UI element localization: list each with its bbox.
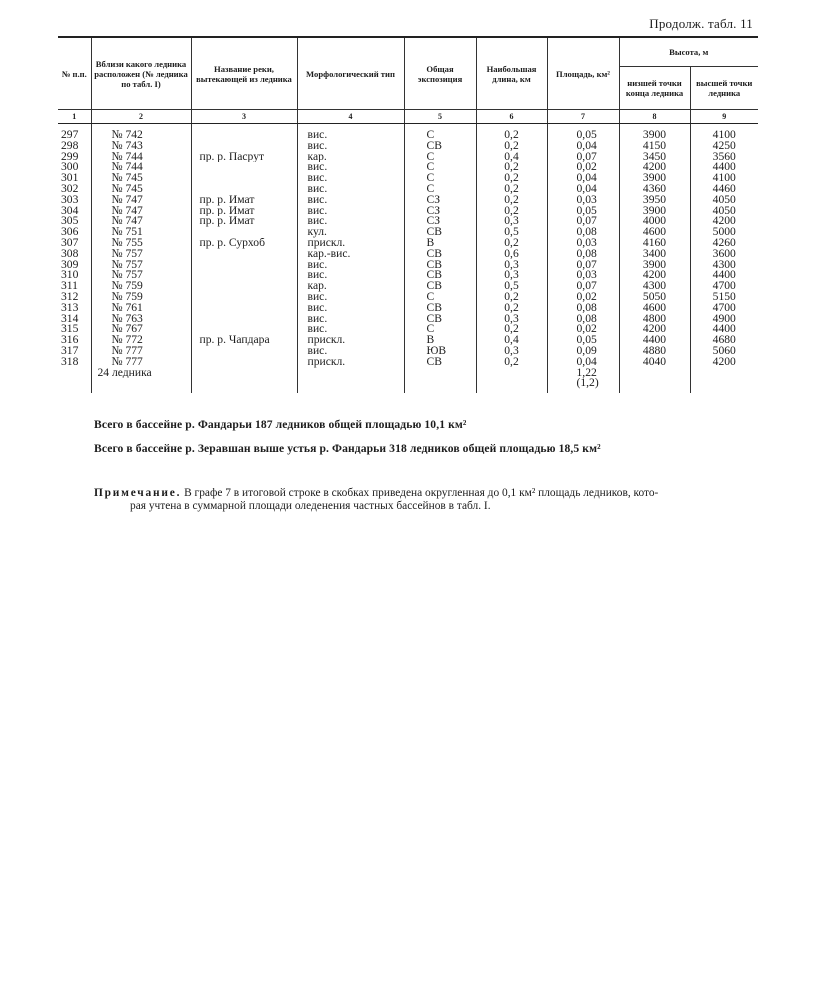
cell-row-number: 308 xyxy=(58,249,91,260)
footnote-label: Примечание. xyxy=(94,487,182,499)
empty-cell xyxy=(58,378,91,393)
cell-low-point: 3400 xyxy=(619,249,690,260)
cell-area: 0,05 xyxy=(547,206,619,217)
empty-cell xyxy=(690,368,758,379)
cell-exposition: С xyxy=(404,173,476,184)
cell-low-point: 4800 xyxy=(619,314,690,325)
empty-cell xyxy=(297,378,404,393)
cell-exposition: С xyxy=(404,324,476,335)
cell-near-glacier: № 759 xyxy=(91,281,191,292)
cell-area: 0,08 xyxy=(547,249,619,260)
table-row xyxy=(58,206,758,217)
cell-low-point: 5050 xyxy=(619,292,690,303)
cell-morph-type: кул. xyxy=(297,227,404,238)
header-height-group: Высота, м xyxy=(619,37,758,67)
header-area: Площадь, км² xyxy=(547,37,619,110)
cell-exposition: С xyxy=(404,292,476,303)
cell-near-glacier: № 744 xyxy=(91,152,191,163)
cell-exposition: СЗ xyxy=(404,195,476,206)
column-number: 4 xyxy=(297,110,404,124)
cell-low-point: 4040 xyxy=(619,357,690,368)
table-row xyxy=(58,141,758,152)
cell-exposition: В xyxy=(404,335,476,346)
cell-area: 0,08 xyxy=(547,227,619,238)
cell-area: 0,04 xyxy=(547,184,619,195)
cell-exposition: В xyxy=(404,238,476,249)
cell-max-length: 0,5 xyxy=(476,281,547,292)
column-number: 8 xyxy=(619,110,690,124)
cell-morph-type: вис. xyxy=(297,184,404,195)
table-row xyxy=(58,249,758,260)
glacier-table-wrap xyxy=(58,36,758,393)
cell-exposition: СВ xyxy=(404,357,476,368)
cell-exposition: С xyxy=(404,184,476,195)
cell-row-number: 300 xyxy=(58,162,91,173)
cell-morph-type: вис. xyxy=(297,141,404,152)
cell-high-point: 3600 xyxy=(690,249,758,260)
cell-morph-type: вис. xyxy=(297,124,404,141)
column-number: 7 xyxy=(547,110,619,124)
cell-low-point: 3900 xyxy=(619,124,690,141)
table-row xyxy=(58,195,758,206)
cell-row-number: 314 xyxy=(58,314,91,325)
cell-morph-type: вис. xyxy=(297,216,404,227)
cell-max-length: 0,2 xyxy=(476,206,547,217)
empty-cell xyxy=(476,378,547,393)
cell-near-glacier: № 777 xyxy=(91,357,191,368)
cell-high-point: 4460 xyxy=(690,184,758,195)
cell-morph-type: прискл. xyxy=(297,357,404,368)
cell-river-name xyxy=(191,346,297,357)
cell-row-number: 313 xyxy=(58,303,91,314)
cell-low-point: 3450 xyxy=(619,152,690,163)
cell-low-point: 4400 xyxy=(619,335,690,346)
cell-morph-type: вис. xyxy=(297,206,404,217)
cell-area: 0,09 xyxy=(547,346,619,357)
table-row xyxy=(58,260,758,271)
cell-high-point: 4050 xyxy=(690,195,758,206)
cell-high-point: 4100 xyxy=(690,173,758,184)
cell-max-length: 0,2 xyxy=(476,141,547,152)
cell-area: 0,08 xyxy=(547,303,619,314)
cell-max-length: 0,4 xyxy=(476,335,547,346)
cell-morph-type: вис. xyxy=(297,173,404,184)
table-row xyxy=(58,152,758,163)
table-row xyxy=(58,314,758,325)
cell-river-name xyxy=(191,314,297,325)
summary-fandarya: Всего в бассейне р. Фандарьи 187 ледников общей площадью 10,1 км² xyxy=(94,418,467,431)
column-number-row xyxy=(58,110,758,124)
cell-high-point: 5060 xyxy=(690,346,758,357)
cell-row-number: 306 xyxy=(58,227,91,238)
cell-exposition: СЗ xyxy=(404,206,476,217)
cell-area: 0,07 xyxy=(547,260,619,271)
column-number: 5 xyxy=(404,110,476,124)
cell-high-point: 5000 xyxy=(690,227,758,238)
footnote xyxy=(94,487,754,513)
cell-near-glacier: № 761 xyxy=(91,303,191,314)
total-row xyxy=(58,368,758,379)
cell-high-point: 4050 xyxy=(690,206,758,217)
cell-morph-type: кар.-вис. xyxy=(297,249,404,260)
cell-max-length: 0,5 xyxy=(476,227,547,238)
cell-low-point: 3900 xyxy=(619,260,690,271)
cell-morph-type: вис. xyxy=(297,270,404,281)
cell-near-glacier: № 751 xyxy=(91,227,191,238)
cell-near-glacier: № 747 xyxy=(91,195,191,206)
cell-row-number: 318 xyxy=(58,357,91,368)
cell-max-length: 0,2 xyxy=(476,238,547,249)
cell-high-point: 4300 xyxy=(690,260,758,271)
column-number: 2 xyxy=(91,110,191,124)
empty-cell xyxy=(404,368,476,379)
cell-near-glacier: № 744 xyxy=(91,162,191,173)
cell-exposition: СЗ xyxy=(404,216,476,227)
cell-river-name xyxy=(191,260,297,271)
cell-area: 0,02 xyxy=(547,292,619,303)
cell-river-name xyxy=(191,124,297,141)
cell-river-name: пр. р. Имат xyxy=(191,195,297,206)
cell-area: 0,03 xyxy=(547,270,619,281)
cell-river-name: пр. р. Чапдара xyxy=(191,335,297,346)
cell-max-length: 0,4 xyxy=(476,152,547,163)
cell-morph-type: прискл. xyxy=(297,238,404,249)
header-morph-type: Морфологический тип xyxy=(297,37,404,110)
cell-near-glacier: № 757 xyxy=(91,260,191,271)
cell-exposition: СВ xyxy=(404,141,476,152)
table-row xyxy=(58,270,758,281)
cell-area: 0,03 xyxy=(547,238,619,249)
table-row xyxy=(58,238,758,249)
cell-area: 0,02 xyxy=(547,324,619,335)
cell-row-number: 317 xyxy=(58,346,91,357)
table-row xyxy=(58,227,758,238)
cell-high-point: 3560 xyxy=(690,152,758,163)
cell-low-point: 4200 xyxy=(619,162,690,173)
cell-max-length: 0,2 xyxy=(476,195,547,206)
cell-area: 0,07 xyxy=(547,281,619,292)
cell-high-point: 4400 xyxy=(690,162,758,173)
cell-area: 0,04 xyxy=(547,173,619,184)
cell-near-glacier: № 747 xyxy=(91,216,191,227)
cell-high-point: 4700 xyxy=(690,303,758,314)
cell-max-length: 0,6 xyxy=(476,249,547,260)
cell-area: 0,02 xyxy=(547,162,619,173)
cell-exposition: С xyxy=(404,152,476,163)
cell-low-point: 4000 xyxy=(619,216,690,227)
cell-high-point: 4100 xyxy=(690,124,758,141)
cell-area: 0,07 xyxy=(547,216,619,227)
cell-low-point: 4360 xyxy=(619,184,690,195)
cell-row-number: 301 xyxy=(58,173,91,184)
column-number: 9 xyxy=(690,110,758,124)
header-number: № п.п. xyxy=(58,37,91,110)
table-row xyxy=(58,303,758,314)
cell-river-name xyxy=(191,281,297,292)
cell-morph-type: вис. xyxy=(297,314,404,325)
cell-high-point: 4400 xyxy=(690,324,758,335)
empty-cell xyxy=(404,378,476,393)
cell-low-point: 3900 xyxy=(619,206,690,217)
total-row xyxy=(58,378,758,393)
cell-near-glacier: № 742 xyxy=(91,124,191,141)
cell-low-point: 3950 xyxy=(619,195,690,206)
cell-high-point: 4400 xyxy=(690,270,758,281)
column-number: 1 xyxy=(58,110,91,124)
cell-row-number: 311 xyxy=(58,281,91,292)
cell-morph-type: вис. xyxy=(297,292,404,303)
cell-exposition: С xyxy=(404,124,476,141)
cell-river-name xyxy=(191,227,297,238)
cell-row-number: 310 xyxy=(58,270,91,281)
cell-max-length: 0,2 xyxy=(476,173,547,184)
cell-river-name xyxy=(191,303,297,314)
table-row xyxy=(58,216,758,227)
cell-near-glacier: № 743 xyxy=(91,141,191,152)
cell-area: 0,05 xyxy=(547,124,619,141)
cell-low-point: 4200 xyxy=(619,270,690,281)
table-caption: Продолж. табл. 11 xyxy=(649,16,753,31)
table-row xyxy=(58,162,758,173)
table-row xyxy=(58,357,758,368)
empty-cell xyxy=(619,378,690,393)
header-river-name: Название реки, вытекающей из ледника xyxy=(191,37,297,110)
cell-low-point: 4600 xyxy=(619,303,690,314)
cell-near-glacier: № 745 xyxy=(91,173,191,184)
table-body xyxy=(58,124,758,394)
cell-row-number: 299 xyxy=(58,152,91,163)
cell-row-number: 309 xyxy=(58,260,91,271)
cell-near-glacier: № 757 xyxy=(91,249,191,260)
cell-high-point: 5150 xyxy=(690,292,758,303)
cell-max-length: 0,2 xyxy=(476,292,547,303)
empty-cell xyxy=(58,368,91,379)
cell-max-length: 0,3 xyxy=(476,216,547,227)
cell-row-number: 298 xyxy=(58,141,91,152)
cell-river-name: пр. р. Имат xyxy=(191,206,297,217)
cell-river-name xyxy=(191,324,297,335)
cell-area: 0,07 xyxy=(547,152,619,163)
cell-exposition: СВ xyxy=(404,227,476,238)
cell-exposition: С xyxy=(404,162,476,173)
cell-morph-type: вис. xyxy=(297,346,404,357)
cell-max-length: 0,3 xyxy=(476,260,547,271)
cell-river-name xyxy=(191,270,297,281)
cell-near-glacier: № 747 xyxy=(91,206,191,217)
cell-near-glacier: № 755 xyxy=(91,238,191,249)
cell-morph-type: вис. xyxy=(297,324,404,335)
cell-morph-type: вис. xyxy=(297,260,404,271)
cell-morph-type: кар. xyxy=(297,281,404,292)
cell-river-name: пр. р. Имат xyxy=(191,216,297,227)
cell-low-point: 4300 xyxy=(619,281,690,292)
cell-max-length: 0,2 xyxy=(476,124,547,141)
summary-zeravshan: Всего в бассейне р. Зеравшан выше устья р. Фандарьи 318 ледников общей площадью 18,5 км² xyxy=(94,442,601,455)
empty-cell xyxy=(191,368,297,379)
cell-max-length: 0,2 xyxy=(476,303,547,314)
table-row xyxy=(58,346,758,357)
glacier-table xyxy=(58,36,758,393)
cell-near-glacier: № 745 xyxy=(91,184,191,195)
cell-max-length: 0,3 xyxy=(476,346,547,357)
header-exposition: Общая экспозиция xyxy=(404,37,476,110)
cell-river-name xyxy=(191,249,297,260)
cell-max-length: 0,2 xyxy=(476,184,547,195)
empty-cell xyxy=(690,378,758,393)
empty-cell xyxy=(476,368,547,379)
cell-near-glacier: № 757 xyxy=(91,270,191,281)
cell-max-length: 0,2 xyxy=(476,162,547,173)
cell-exposition: СВ xyxy=(404,260,476,271)
cell-river-name xyxy=(191,141,297,152)
cell-morph-type: кар. xyxy=(297,152,404,163)
cell-exposition: СВ xyxy=(404,249,476,260)
column-number: 6 xyxy=(476,110,547,124)
table-row xyxy=(58,184,758,195)
table-row xyxy=(58,292,758,303)
cell-exposition: СВ xyxy=(404,303,476,314)
header-near-glacier: Вблизи какого ледника расположен (№ ледника по табл. I) xyxy=(91,37,191,110)
footnote-line2: рая учтена в суммарной площади оледенения частных бассейнов в табл. I. xyxy=(130,500,491,512)
cell-area: 0,04 xyxy=(547,357,619,368)
cell-row-number: 315 xyxy=(58,324,91,335)
table-row xyxy=(58,324,758,335)
cell-high-point: 4680 xyxy=(690,335,758,346)
cell-river-name xyxy=(191,162,297,173)
cell-exposition: СВ xyxy=(404,270,476,281)
header-high-point: высшей точки ледника xyxy=(690,67,758,110)
cell-low-point: 4600 xyxy=(619,227,690,238)
cell-morph-type: прискл. xyxy=(297,335,404,346)
cell-row-number: 297 xyxy=(58,124,91,141)
cell-exposition: ЮВ xyxy=(404,346,476,357)
cell-low-point: 4200 xyxy=(619,324,690,335)
cell-area: 0,04 xyxy=(547,141,619,152)
cell-river-name xyxy=(191,292,297,303)
cell-near-glacier: № 772 xyxy=(91,335,191,346)
cell-exposition: СВ xyxy=(404,281,476,292)
cell-max-length: 0,2 xyxy=(476,357,547,368)
footnote-line1: В графе 7 в итоговой строке в скобках приведена округленная до 0,1 км² площадь ледников, кото- xyxy=(184,487,659,499)
cell-row-number: 303 xyxy=(58,195,91,206)
cell-river-name: пр. р. Пасрут xyxy=(191,152,297,163)
total-area: 1,22 xyxy=(547,368,619,379)
empty-cell xyxy=(619,368,690,379)
cell-row-number: 307 xyxy=(58,238,91,249)
cell-river-name xyxy=(191,173,297,184)
cell-low-point: 3900 xyxy=(619,173,690,184)
cell-near-glacier: № 767 xyxy=(91,324,191,335)
cell-near-glacier: № 759 xyxy=(91,292,191,303)
cell-river-name: пр. р. Сурхоб xyxy=(191,238,297,249)
header-max-length: Наибольшая длина, км xyxy=(476,37,547,110)
total-area: (1,2) xyxy=(547,378,619,393)
cell-row-number: 316 xyxy=(58,335,91,346)
cell-area: 0,05 xyxy=(547,335,619,346)
cell-high-point: 4200 xyxy=(690,216,758,227)
cell-high-point: 4200 xyxy=(690,357,758,368)
cell-exposition: СВ xyxy=(404,314,476,325)
cell-morph-type: вис. xyxy=(297,162,404,173)
cell-row-number: 304 xyxy=(58,206,91,217)
empty-cell xyxy=(91,378,191,393)
column-number: 3 xyxy=(191,110,297,124)
cell-row-number: 305 xyxy=(58,216,91,227)
cell-near-glacier: № 777 xyxy=(91,346,191,357)
table-row xyxy=(58,281,758,292)
cell-max-length: 0,3 xyxy=(476,270,547,281)
cell-max-length: 0,2 xyxy=(476,324,547,335)
cell-high-point: 4250 xyxy=(690,141,758,152)
empty-cell xyxy=(191,378,297,393)
cell-morph-type: вис. xyxy=(297,195,404,206)
cell-low-point: 4160 xyxy=(619,238,690,249)
table-row xyxy=(58,173,758,184)
cell-high-point: 4700 xyxy=(690,281,758,292)
cell-area: 0,03 xyxy=(547,195,619,206)
cell-morph-type: вис. xyxy=(297,303,404,314)
cell-area: 0,08 xyxy=(547,314,619,325)
cell-river-name xyxy=(191,357,297,368)
empty-cell xyxy=(297,368,404,379)
cell-high-point: 4900 xyxy=(690,314,758,325)
total-label: 24 ледника xyxy=(91,368,191,379)
cell-low-point: 4880 xyxy=(619,346,690,357)
cell-near-glacier: № 763 xyxy=(91,314,191,325)
cell-low-point: 4150 xyxy=(619,141,690,152)
cell-row-number: 312 xyxy=(58,292,91,303)
cell-row-number: 302 xyxy=(58,184,91,195)
header-low-point: низшей точки конца ледника xyxy=(619,67,690,110)
table-row xyxy=(58,335,758,346)
cell-high-point: 4260 xyxy=(690,238,758,249)
cell-river-name xyxy=(191,184,297,195)
table-row xyxy=(58,124,758,141)
cell-max-length: 0,3 xyxy=(476,314,547,325)
